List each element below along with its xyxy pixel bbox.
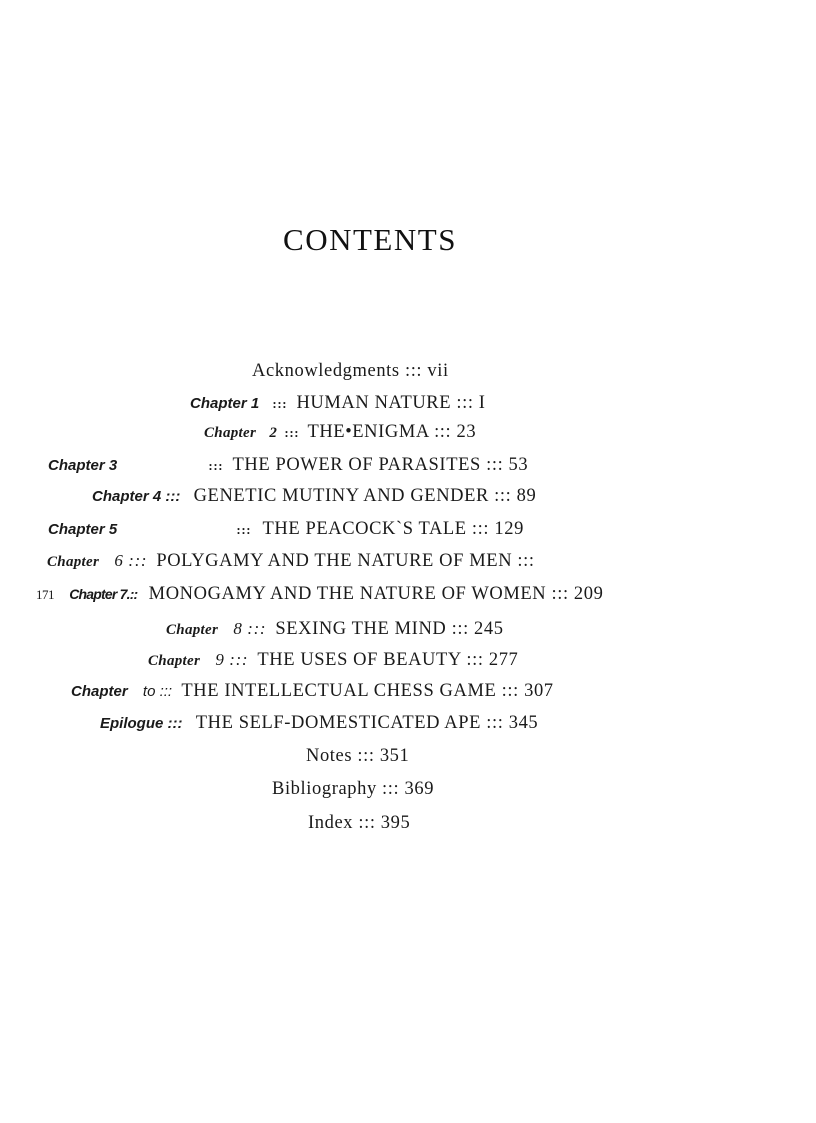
toc-chapter-label: Chapter 7.:: (69, 586, 138, 602)
toc-entry-text: POLYGAMY AND THE NATURE OF MEN ::: (156, 551, 535, 571)
toc-chapter-label: Chapter (47, 554, 100, 570)
toc-chapter-label: Epilogue ::: (100, 715, 183, 732)
page-title: CONTENTS (283, 222, 457, 257)
toc-entry-text: Notes ::: 351 (306, 746, 410, 766)
toc-chapter-label: Chapter (148, 653, 201, 669)
toc-entry-chapter-8 (166, 618, 504, 641)
toc-entry-text: Index ::: 395 (308, 813, 411, 833)
toc-entry-index (308, 812, 410, 834)
toc-chapter-label: Chapter 4 ::: (92, 488, 181, 505)
toc-entry-text: THE INTELLECTUAL CHESS GAME ::: 307 (181, 681, 554, 701)
toc-margin-number: 171 (36, 587, 54, 602)
toc-chapter-label: Chapter (71, 683, 128, 700)
toc-entry-text: THE POWER OF PARASITES ::: 53 (232, 455, 529, 475)
toc-entry-chapter-3 (48, 454, 528, 477)
toc-entry-text: THE•ENIGMA ::: 23 (307, 422, 477, 442)
toc-entry-chapter-9 (148, 649, 518, 672)
toc-entry-text: HUMAN NATURE ::: I (296, 393, 486, 413)
toc-entry-text: GENETIC MUTINY AND GENDER ::: 89 (193, 486, 537, 506)
toc-chapter-number: 8 ::: (233, 619, 267, 638)
toc-entry-chapter-4 (92, 485, 536, 508)
toc-entry-chapter-1 (190, 392, 486, 415)
toc-chapter-number: 9 ::: (215, 650, 249, 669)
toc-chapter-number: to ::: (142, 683, 173, 700)
toc-separator: ::: (284, 425, 300, 440)
toc-chapter-number: 6 ::: (114, 551, 148, 570)
toc-entry-chapter-2 (204, 421, 476, 444)
toc-entry-chapter-5 (48, 518, 524, 541)
toc-chapter-label: Chapter 5 (48, 521, 118, 538)
toc-chapter-label: Chapter (204, 425, 257, 441)
toc-separator: ::: (236, 522, 252, 537)
toc-entry-text: THE USES OF BEAUTY ::: 277 (257, 650, 519, 670)
toc-entry-text: Acknowledgments ::: vii (252, 361, 449, 381)
toc-entry-bibliography (272, 778, 434, 800)
toc-entry-text: THE PEACOCK`S TALE ::: 129 (262, 519, 524, 539)
toc-separator: ::: (208, 458, 224, 473)
toc-entry-text: Bibliography ::: 369 (272, 779, 435, 799)
toc-entry-text: SEXING THE MIND ::: 245 (275, 619, 504, 639)
toc-entry-notes (306, 745, 409, 767)
toc-entry-epilogue (100, 712, 538, 735)
toc-entry-text: MONOGAMY AND THE NATURE OF WOMEN ::: 209 (148, 584, 604, 604)
toc-chapter-label: Chapter (166, 622, 219, 638)
toc-entry-text: THE SELF-DOMESTICATED APE ::: 345 (195, 713, 539, 733)
toc-entry-chapter-10 (71, 680, 554, 703)
toc-separator: ::: (272, 396, 288, 411)
toc-entry-chapter-7 (36, 583, 603, 606)
toc-chapter-number: 2 (269, 425, 278, 441)
toc-chapter-label: Chapter 3 (48, 457, 118, 474)
toc-entry-acknowledgments (252, 360, 449, 382)
toc-entry-chapter-6 (47, 550, 535, 573)
toc-chapter-label: Chapter 1 (190, 395, 260, 412)
